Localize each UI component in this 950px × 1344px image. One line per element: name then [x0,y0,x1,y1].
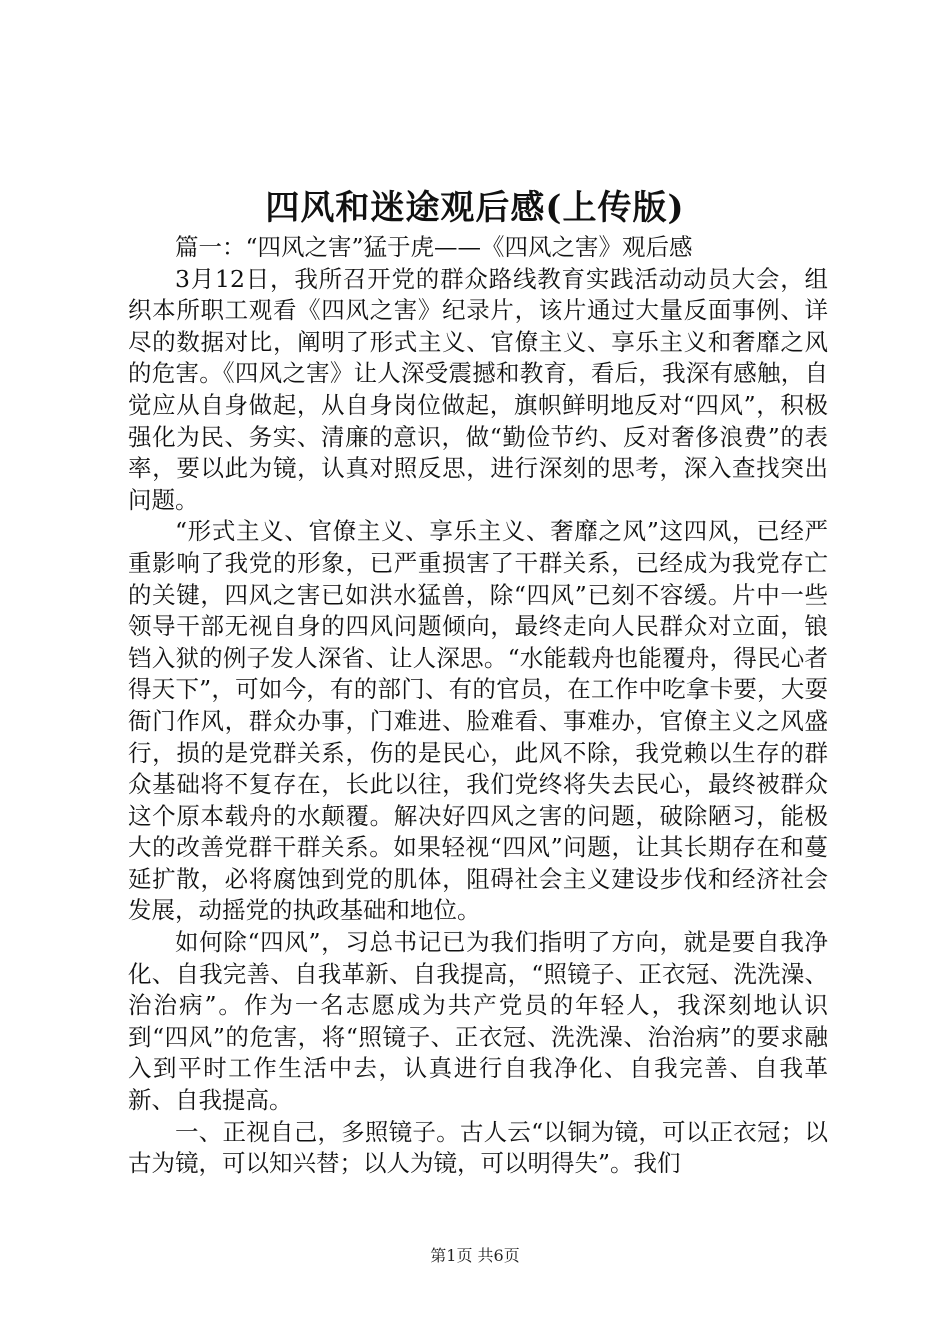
paragraph-4: 一、正视自己，多照镜子。古人云“以铜为镜，可以正衣冠；以古为镜，可以知兴替；以人为镜，可以明得失”。我们 [128,1117,828,1178]
paragraph-2: “形式主义、官僚主义、享乐主义、奢靡之风”这四风，已经严重影响了我党的形象，已严重损害了干群关系，已经成为我党存亡的关键，四风之害已如洪水猛兽，除“四风”已刻不容缓。片中一些领导干部无视自身的四风问题倾向，最终走向人民群众对立面，锒铛入狱的例子发人深省、让人深思。“水能载舟也能覆舟，得民心者得天下”，可如今，有的部门、有的官员，在工作中吃拿卡要，大耍衙门作风，群众办事，门难进、脸难看、事难办，官僚主义之风盛行，损的是党群关系，伤的是民心，此风不除，我党赖以生存的群众基础将不复存在，长此以往，我们党终将失去民心，最终被群众这个原本载舟的水颠覆。解决好四风之害的问题，破除陋习，能极大的改善党群干群关系。如果轻视“四风”问题，让其长期存在和蔓延扩散，必将腐蚀到党的肌体，阻碍社会主义建设步伐和经济社会发展，动摇党的执政基础和地位。 [128,517,828,925]
section-heading: 篇一：“四风之害”猛于虎——《四风之害》观后感 [175,233,693,261]
document-body [128,232,828,1180]
paragraph-1: 3月12日，我所召开党的群众路线教育实践活动动员大会，组织本所职工观看《四风之害》纪录片，该片通过大量反面事例、详尽的数据对比，阐明了形式主义、官僚主义、享乐主义和奢靡之风的危害。《四风之害》让人深受震撼和教育，看后，我深有感触，自觉应从自身做起，从自身岗位做起，旗帜鲜明地反对“四风”，积极强化为民、务实、清廉的意识，做“勤俭节约、反对奢侈浪费”的表率，要以此为镜，认真对照反思，进行深刻的思考，深入查找突出问题。 [128,264,828,514]
paragraph-3: 如何除“四风”，习总书记已为我们指明了方向，就是要自我净化、自我完善、自我革新、自我提高，“照镜子、正衣冠、洗洗澡、治治病”。作为一名志愿成为共产党员的年轻人，我深刻地认识到“四风”的危害，将“照镜子、正衣冠、洗洗澡、治治病”的要求融入到平时工作生活中去，认真进行自我净化、自我完善、自我革新、自我提高。 [128,928,828,1115]
document-title: 四风和迷途观后感(上传版) [265,188,685,228]
page-footer: 第1页 共6页 [430,1246,520,1265]
